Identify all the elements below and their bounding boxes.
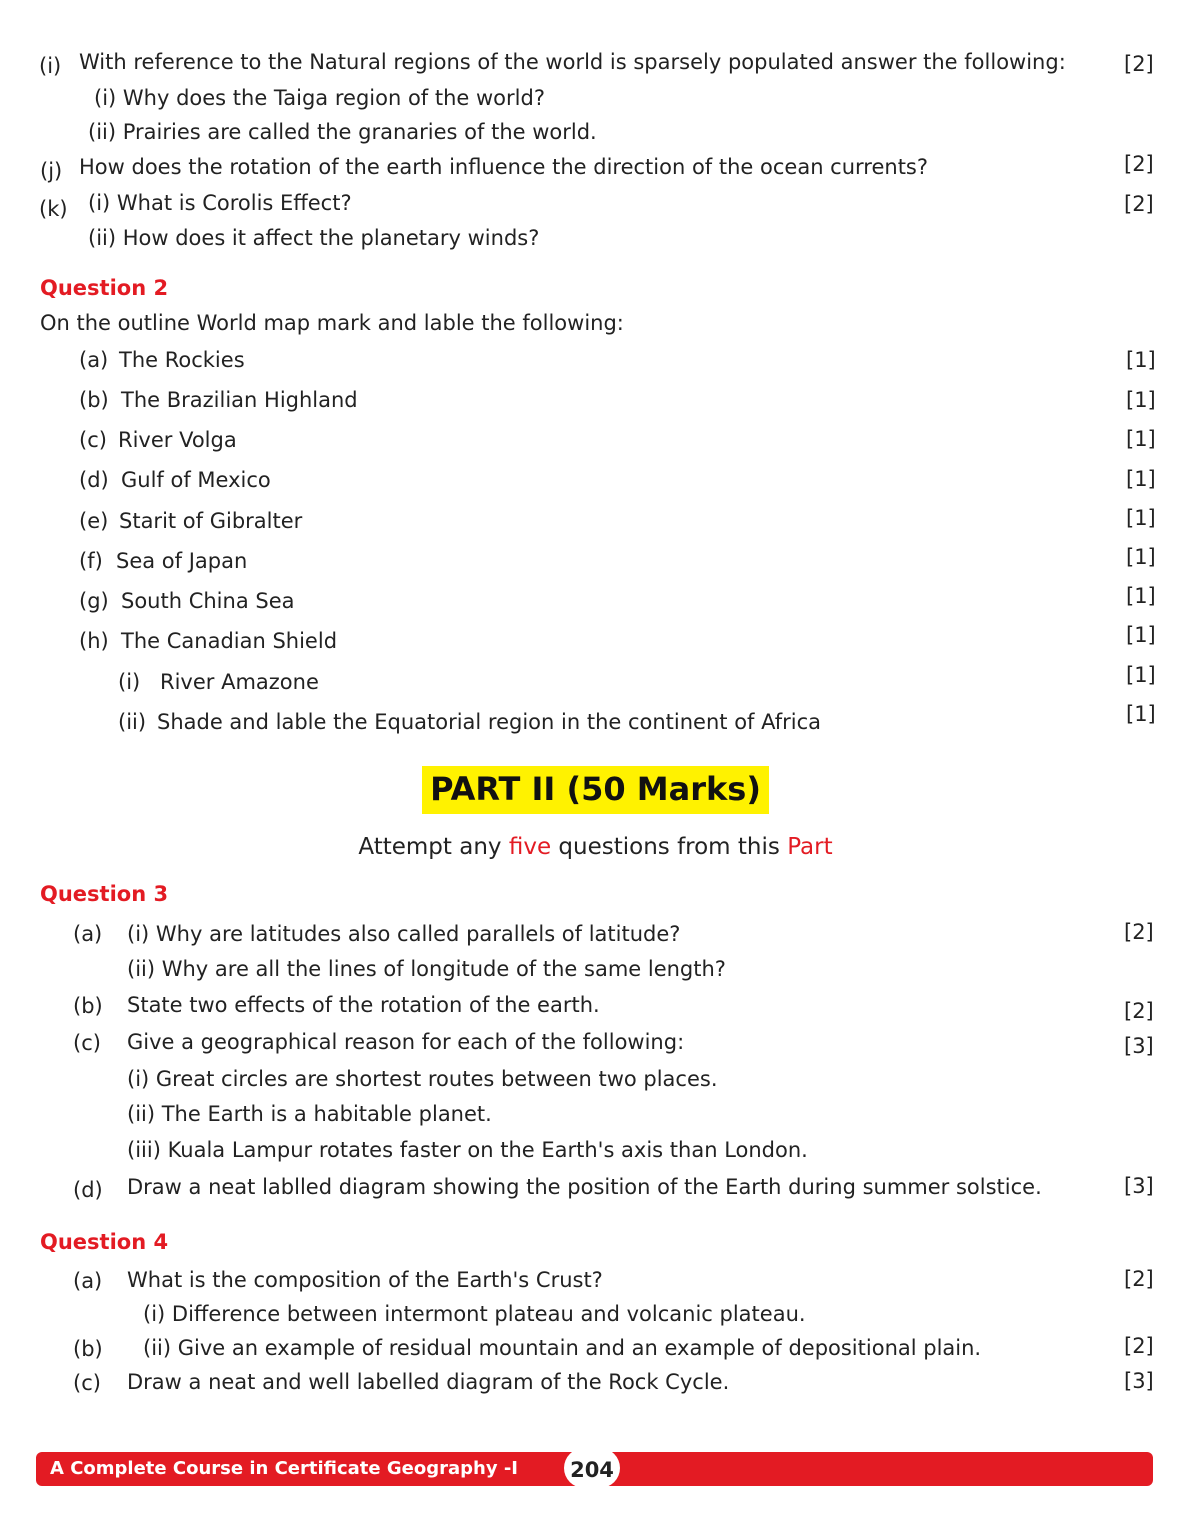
- q1j-text: How does the rotation of the earth influence the direction of the ocean currents?: [79, 155, 929, 179]
- q2-item-marks: [1]: [1126, 348, 1156, 372]
- q1i-text: With reference to the Natural regions of the world is sparsely populated answer the following:: [79, 50, 1066, 74]
- q2-item-label: (h): [79, 629, 109, 653]
- q4a-sub-1: (i) Difference between intermont plateau and volcanic plateau.: [143, 1302, 806, 1326]
- q2-intro: On the outline World map mark and lable the following:: [40, 311, 624, 335]
- page-number: 204: [564, 1448, 620, 1488]
- q3c-text: Give a geographical reason for each of the following:: [127, 1030, 685, 1054]
- q2-item-marks: [1]: [1126, 427, 1156, 451]
- q2-item-marks: [1]: [1126, 584, 1156, 608]
- q2-item-marks: [1]: [1126, 545, 1156, 569]
- q2-item-text: The Canadian Shield: [121, 629, 338, 653]
- q3a-marks: [2]: [1124, 920, 1154, 944]
- q1k-text: (i) What is Corolis Effect?: [88, 191, 352, 215]
- q1j-label: (j): [40, 159, 63, 183]
- q4a-label: (a): [73, 1269, 103, 1293]
- q3a-sub-1: (ii) Why are all the lines of longitude of the same length?: [127, 957, 726, 981]
- q3a-text: (i) Why are latitudes also called parallels of latitude?: [127, 922, 681, 946]
- part-title: PART II (50 Marks): [422, 766, 769, 814]
- q1i-label: (i): [39, 54, 62, 78]
- q2-item-label: (d): [79, 468, 109, 492]
- q2-item-label: (e): [79, 509, 109, 533]
- q3d-marks: [3]: [1124, 1174, 1154, 1198]
- q2-heading: Question 2: [40, 276, 169, 300]
- q2-item-marks: [1]: [1126, 702, 1156, 726]
- q1k-marks: [2]: [1124, 192, 1154, 216]
- q4c-text: Draw a neat and well labelled diagram of the Rock Cycle.: [127, 1370, 730, 1394]
- q2-item-marks: [1]: [1126, 388, 1156, 412]
- part-banner: [0, 766, 1191, 814]
- q2-item-label: (c): [79, 428, 107, 452]
- q1i-marks: [2]: [1124, 52, 1154, 76]
- q1j-marks: [2]: [1124, 152, 1154, 176]
- q2-item-marks: [1]: [1126, 663, 1156, 687]
- q2-item-label: (f): [79, 549, 103, 573]
- q3b-marks: [2]: [1124, 999, 1154, 1023]
- attempt-mid: questions from this: [558, 834, 780, 860]
- q3d-label: (d): [73, 1178, 103, 1202]
- footer-book-title: A Complete Course in Certificate Geography -I: [50, 1458, 519, 1479]
- q2-item-label: (g): [79, 589, 109, 613]
- q4a-marks: [2]: [1124, 1267, 1154, 1291]
- attempt-instruction: [0, 833, 1191, 861]
- q3a-label: (a): [73, 922, 103, 946]
- q3c-label: (c): [73, 1031, 101, 1055]
- q4c-label: (c): [73, 1371, 101, 1395]
- attempt-part: Part: [787, 834, 833, 860]
- q2-item-label: (ii): [118, 710, 147, 734]
- q4b-marks: [2]: [1124, 1334, 1154, 1358]
- q1k-label: (k): [39, 197, 68, 221]
- q4b-label: (b): [73, 1337, 103, 1361]
- q1k-sub-1: (ii) How does it affect the planetary winds?: [88, 226, 540, 250]
- q1i-sub-2: (ii) Prairies are called the granaries of the world.: [88, 120, 597, 144]
- q4a-text: What is the composition of the Earth's Crust?: [127, 1268, 603, 1292]
- q2-item-text: Shade and lable the Equatorial region in the continent of Africa: [157, 710, 822, 734]
- q3c-sub-1: (i) Great circles are shortest routes between two places.: [127, 1067, 718, 1091]
- q4c-marks: [3]: [1124, 1369, 1154, 1393]
- q3b-label: (b): [73, 994, 103, 1018]
- q2-item-label: (b): [79, 388, 109, 412]
- q3b-text: State two effects of the rotation of the earth.: [127, 993, 600, 1017]
- attempt-pre: Attempt any: [358, 834, 502, 860]
- q2-item-text: South China Sea: [121, 589, 295, 613]
- q2-item-marks: [1]: [1126, 623, 1156, 647]
- q2-item-text: River Amazone: [160, 670, 319, 694]
- q4b-text: (ii) Give an example of residual mountain and an example of depositional plain.: [143, 1336, 982, 1360]
- q2-item-marks: [1]: [1126, 467, 1156, 491]
- attempt-five: five: [508, 834, 552, 860]
- q3-heading: Question 3: [40, 882, 169, 906]
- footer-bar: [36, 1452, 1153, 1486]
- q2-item-marks: [1]: [1126, 506, 1156, 530]
- q2-item-text: River Volga: [118, 428, 237, 452]
- q1i-sub-1: (i) Why does the Taiga region of the world?: [94, 86, 545, 110]
- q3c-sub-2: (ii) The Earth is a habitable planet.: [127, 1102, 492, 1126]
- q2-item-text: Gulf of Mexico: [121, 468, 271, 492]
- q4-heading: Question 4: [40, 1230, 169, 1254]
- q2-item-text: Starit of Gibralter: [119, 509, 303, 533]
- q2-item-label: (i): [118, 670, 141, 694]
- q3c-marks: [3]: [1124, 1034, 1154, 1058]
- q2-item-text: Sea of Japan: [116, 549, 248, 573]
- q3d-text: Draw a neat lablled diagram showing the position of the Earth during summer solstice.: [127, 1175, 1042, 1199]
- q3c-sub-3: (iii) Kuala Lampur rotates faster on the Earth's axis than London.: [127, 1138, 808, 1162]
- q2-item-text: The Rockies: [119, 348, 245, 372]
- q2-item-text: The Brazilian Highland: [121, 388, 358, 412]
- q2-item-label: (a): [79, 348, 109, 372]
